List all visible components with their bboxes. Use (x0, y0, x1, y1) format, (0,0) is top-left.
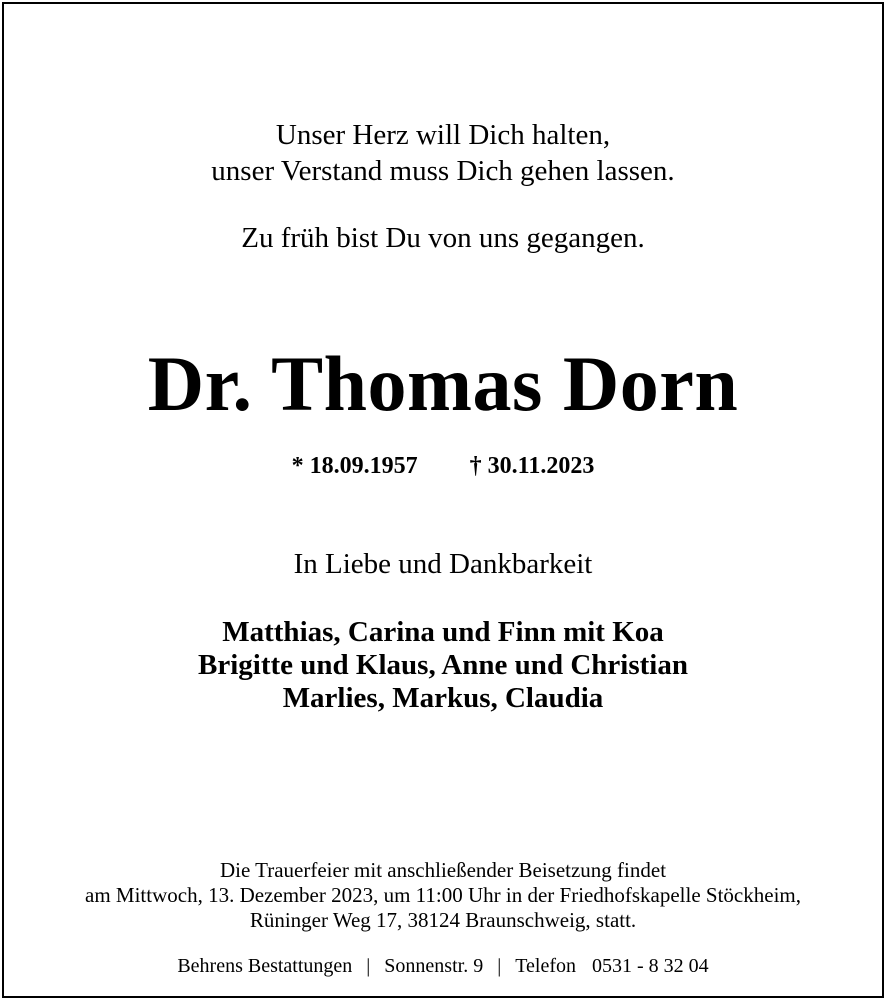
deceased-name: Dr. Thomas Dorn (147, 340, 739, 427)
mourners-line-1: Matthias, Carina und Finn mit Koa (222, 616, 664, 648)
funeral-home-footer (0, 953, 886, 979)
funeral-home-address: Sonnenstr. 9 (384, 955, 484, 977)
verse-line-2: unser Verstand muss Dich gehen lassen. (211, 155, 675, 187)
service-line-1: Die Trauerfeier mit anschließender Beisetzung findet (219, 858, 667, 882)
funeral-home-name: Behrens Bestattungen (177, 955, 353, 977)
mourners-line-3: Marlies, Markus, Claudia (282, 682, 604, 714)
phone-number: 0531 - 8 32 04 (592, 955, 709, 977)
death-date: † 30.11.2023 (469, 453, 595, 479)
birth-date: * 18.09.1957 (291, 453, 418, 479)
mourners-intro: In Liebe und Dankbarkeit (293, 548, 593, 580)
phone-label: Telefon (515, 955, 577, 977)
footer-separator: | (366, 955, 371, 977)
service-line-2: am Mittwoch, 13. Dezember 2023, um 11:00 Uhr in der Friedhofskapelle Stöckheim, (85, 883, 801, 907)
verse-line-3: Zu früh bist Du von uns gegangen. (241, 222, 645, 254)
footer-separator: | (497, 955, 502, 977)
verse-line-1: Unser Herz will Dich halten, (275, 119, 611, 151)
service-line-3: Rüninger Weg 17, 38124 Braunschweig, statt. (249, 908, 637, 932)
life-dates (0, 451, 886, 481)
mourners-line-2: Brigitte und Klaus, Anne und Christian (198, 649, 688, 681)
